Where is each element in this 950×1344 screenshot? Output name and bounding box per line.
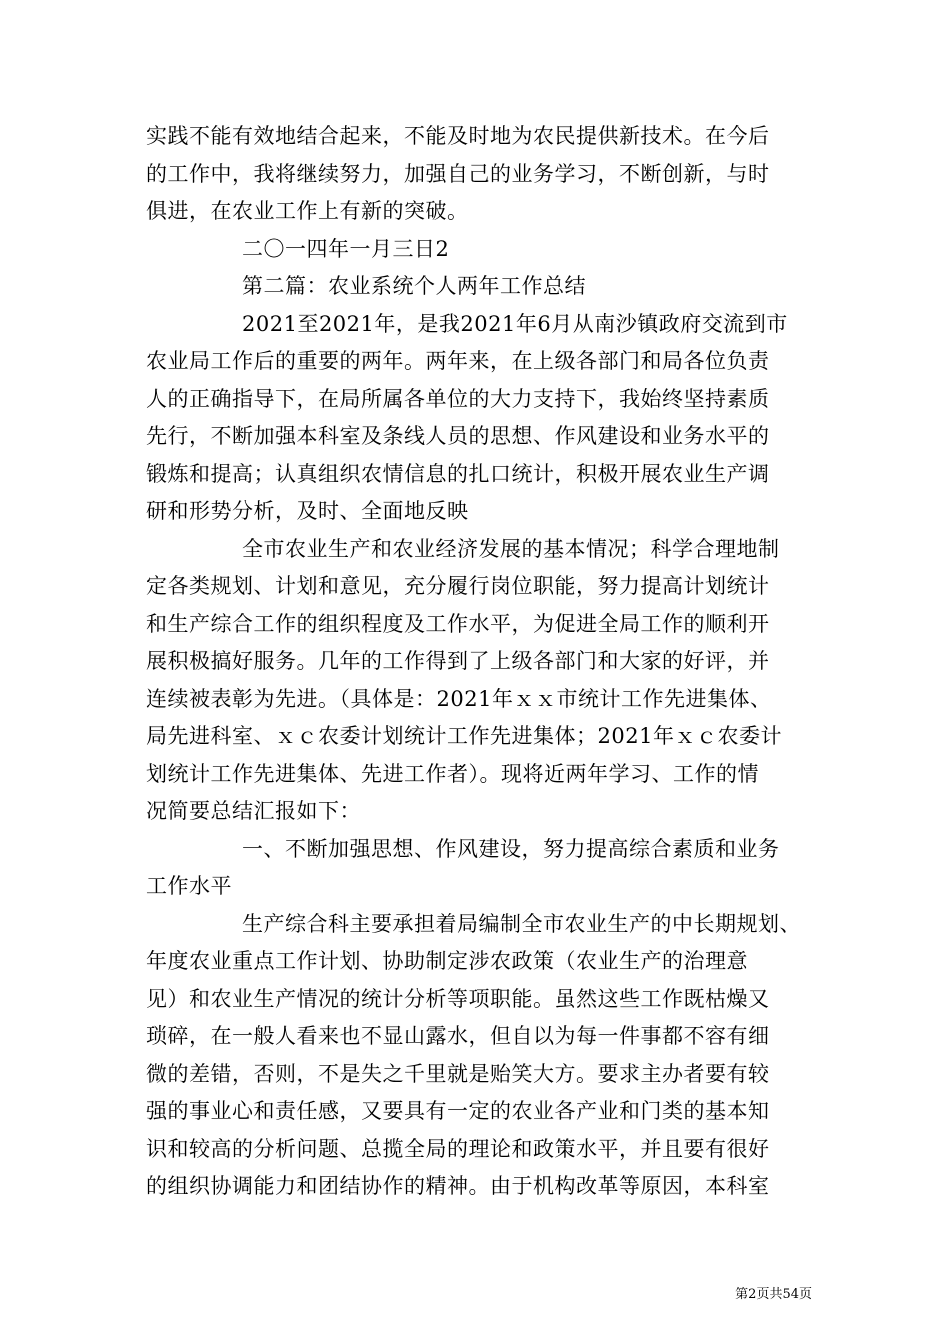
- text-line: 全市农业生产和农业经济发展的基本情况；科学合理地制: [242, 536, 780, 561]
- text-line: 二〇一四年一月三日2: [242, 236, 450, 261]
- text-line: 第二篇：农业系统个人两年工作总结: [242, 274, 586, 298]
- text-line: 划统计工作先进集体、先进工作者）。现将近两年学习、工作的情: [146, 761, 759, 786]
- text-line: 俱进，在农业工作上有新的突破。: [146, 199, 469, 223]
- text-line: 定各类规划、计划和意见，充分履行岗位职能，努力提高计划统计: [146, 574, 770, 598]
- document-body: [146, 118, 810, 1206]
- text-line: 2021至2021年，是我2021年6月从南沙镇政府交流到市: [242, 311, 788, 336]
- text-line: 研和形势分析，及时、全面地反映: [146, 499, 469, 523]
- text-line: 工作水平: [146, 874, 232, 898]
- text-line: 微的差错，否则，不是失之千里就是贻笑大方。要求主办者要有较: [146, 1061, 770, 1086]
- text-line: 锻炼和提高；认真组织农情信息的扎口统计，积极开展农业生产调: [146, 461, 770, 486]
- paragraph-lines: [146, 118, 810, 1206]
- text-line: 连续被表彰为先进。（具体是：2021年ｘｘ市统计工作先进集体、: [146, 686, 772, 711]
- text-line: 况简要总结汇报如下：: [146, 799, 361, 823]
- text-line: 人的正确指导下，在局所属各单位的大力支持下，我始终坚持素质: [146, 386, 770, 411]
- text-line: 强的事业心和责任感，又要具有一定的农业各产业和门类的基本知: [146, 1099, 770, 1123]
- text-line: 的工作中，我将继续努力，加强自己的业务学习，不断创新，与时: [146, 161, 770, 186]
- text-line: 局先进科室、ｘｃ农委计划统计工作先进集体；2021年ｘｃ农委计: [146, 724, 782, 748]
- text-line: 先行，不断加强本科室及条线人员的思想、作风建设和业务水平的: [146, 424, 770, 448]
- text-line: 识和较高的分析问题、总揽全局的理论和政策水平，并且要有很好: [146, 1136, 770, 1161]
- text-line: 的组织协调能力和团结协作的精神。由于机构改革等原因，本科室: [146, 1174, 770, 1198]
- text-line: 生产综合科主要承担着局编制全市农业生产的中长期规划、: [242, 911, 801, 936]
- text-line: 农业局工作后的重要的两年。两年来，在上级各部门和局各位负责: [146, 349, 770, 373]
- text-line: 展积极搞好服务。几年的工作得到了上级各部门和大家的好评，并: [146, 649, 770, 673]
- text-line: 琐碎，在一般人看来也不显山露水，但自以为每一件事都不容有细: [146, 1024, 770, 1048]
- text-line: 和生产综合工作的组织程度及工作水平，为促进全局工作的顺利开: [146, 611, 770, 636]
- page-number: 第2页共54页: [735, 1287, 812, 1302]
- text-line: 见）和农业生产情况的统计分析等项职能。虽然这些工作既枯燥又: [146, 986, 770, 1011]
- text-line: 实践不能有效地结合起来，不能及时地为农民提供新技术。在今后: [146, 124, 770, 148]
- text-line: 一、不断加强思想、作风建设，努力提高综合素质和业务: [242, 836, 780, 861]
- text-line: 年度农业重点工作计划、协助制定涉农政策（农业生产的治理意: [146, 949, 748, 973]
